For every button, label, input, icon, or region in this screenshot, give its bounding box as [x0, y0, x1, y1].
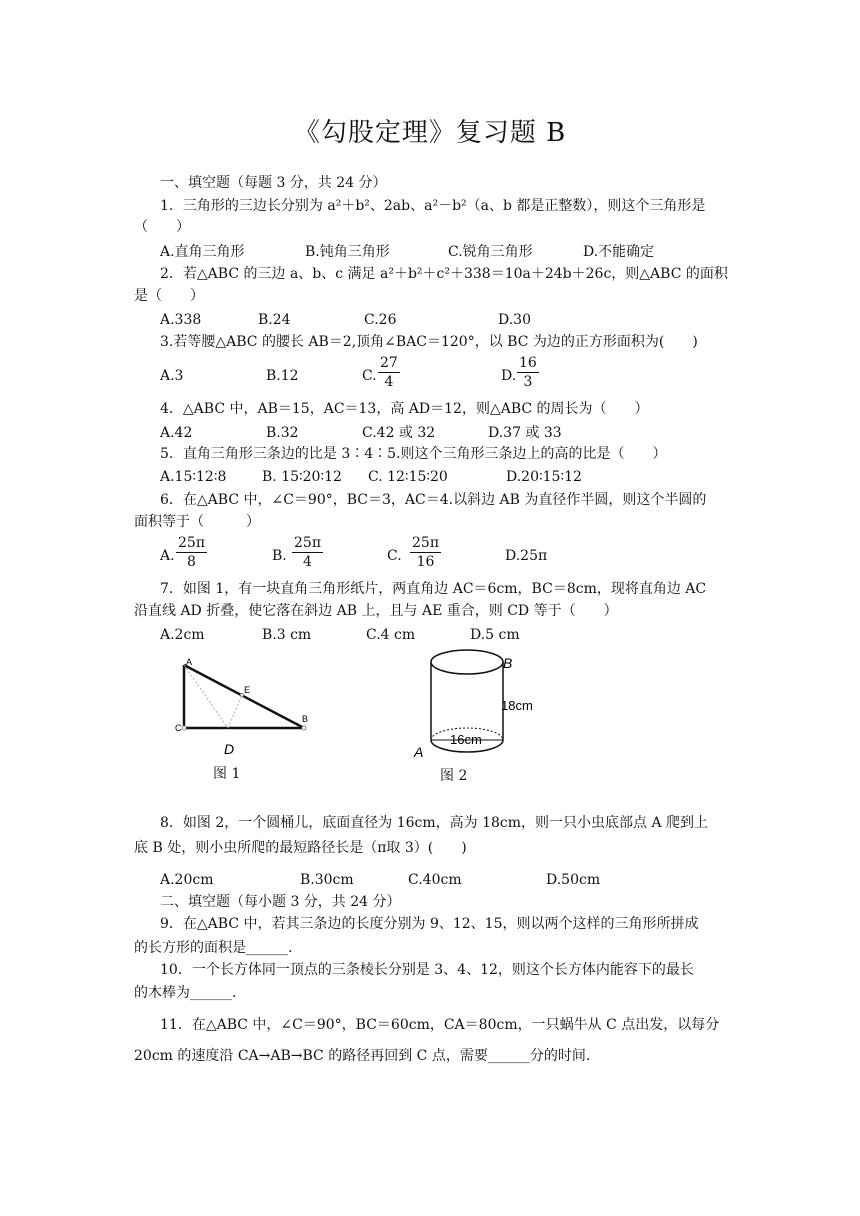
q1-line2: （ ）: [134, 219, 190, 235]
figure1-side-ab: [184, 665, 304, 728]
q10-line2: 的木棒为______.: [134, 985, 237, 1001]
q2-line1: 2．若△ABC 的三边 a、b、c 满足 a²＋b²＋c²＋338＝10a＋24b＋26c，则△ABC 的面积: [160, 266, 728, 282]
q7-line2: 沿直线 AD 折叠，使它落在斜边 AB 上，且与 AE 重合，则 CD 等于（ ）: [134, 603, 618, 619]
q1-option-d: D.不能确定: [583, 244, 655, 260]
figure2-label-diameter: 16cm: [450, 732, 482, 747]
q2-line2: 是（ ）: [134, 288, 204, 304]
q7-option-b: B.3 cm: [262, 627, 312, 643]
q7-line1: 7．如图 1，有一块直角三角形纸片，两直角边 AC＝6cm，BC＝8cm，现将直角边 AC: [160, 581, 707, 597]
q4-option-b: B.32: [266, 425, 299, 441]
q5-option-c: C. 12∶15∶20: [368, 469, 448, 485]
q3-fraction-c-numerator: 27: [380, 355, 398, 371]
figure2-caption: 图 2: [440, 768, 468, 784]
q4-option-c: C.42 或 32: [362, 425, 436, 441]
q3-option-b: B.12: [266, 368, 299, 384]
q6-option-b: B.: [272, 548, 287, 564]
figure2-cylinder: [405, 640, 555, 770]
q6-fraction-a-denominator: 8: [187, 554, 196, 570]
q10-line1: 10．一个长方体同一顶点的三条棱长分别是 3、4、12，则这个长方体内能容下的最长: [160, 962, 694, 978]
q6-fraction-c: [410, 534, 441, 571]
q6-fraction-c-denominator: 16: [416, 554, 435, 570]
q2-option-a: A.338: [160, 312, 202, 328]
q5-option-b: B. 15∶20∶12: [262, 469, 342, 485]
figure1-label-e: E: [244, 685, 251, 695]
q7-option-a: A.2cm: [160, 627, 205, 643]
q7-option-d: D.5 cm: [470, 627, 520, 643]
figure1-caption: 图 1: [213, 766, 241, 782]
q7-option-c: C.4 cm: [366, 627, 416, 643]
q2-option-d: D.30: [498, 312, 531, 328]
q6-option-a: A.: [160, 548, 175, 564]
figure1-triangle: [170, 655, 330, 785]
figure1-fold-line-ad: [184, 665, 228, 728]
figure1-line-de: [228, 695, 242, 728]
q8-option-b: B.30cm: [300, 872, 354, 888]
q3-fraction-d-denominator: 3: [523, 374, 533, 390]
q8-option-c: C.40cm: [408, 872, 462, 888]
q6-fraction-a-numerator: 25π: [178, 535, 206, 551]
figure1-label-b: B: [302, 714, 309, 724]
q6-line2: 面积等于（ ）: [134, 514, 260, 530]
q11-line1: 11．在△ABC 中，∠C＝90°，BC＝60cm，CA＝80cm，一只蜗牛从 C 点出发，以每分: [160, 1017, 720, 1033]
q4-option-d: D.37 或 33: [488, 425, 562, 441]
q3-line1: 3.若等腰△ABC 的腰长 AB＝2,顶角∠BAC＝120°，以 BC 为边的正方形面积为( ): [160, 334, 698, 350]
q6-fraction-b-numerator: 25π: [294, 535, 322, 551]
q11-line2: 20cm 的速度沿 CA→AB→BC 的路径再回到 C 点，需要______分的时间.: [134, 1048, 591, 1064]
q5-option-d: D.20∶15∶12: [506, 469, 582, 485]
q3-fraction-c-denominator: 4: [384, 374, 394, 390]
q5-line1: 5．直角三角形三条边的比是 3∶4∶5.则这个三角形三条边上的高的比是（ ）: [160, 446, 667, 462]
q6-fraction-b-denominator: 4: [303, 554, 312, 570]
q6-fraction-b: [292, 534, 323, 571]
section2-header: 二、填空题（每小题 3 分，共 24 分）: [160, 894, 401, 910]
figure1-label-d: D: [224, 741, 235, 757]
figure2-label-height: 18cm: [501, 698, 533, 713]
q6-line1: 6．在△ABC 中，∠C＝90°，BC＝3，AC＝4.以斜边 AB 为直径作半圆，则这个半圆的: [160, 492, 707, 508]
q3-fraction-d-numerator: 16: [519, 355, 537, 371]
figure1-point-b: [302, 726, 306, 730]
q1-option-b: B.钝角三角形: [305, 244, 390, 260]
q8-line1: 8．如图 2，一个圆桶儿，底面直径为 16cm，高为 18cm，则一只小虫底部点 A 爬到上: [160, 815, 709, 831]
q3-option-d: D.: [501, 368, 517, 384]
q6-option-c: C.: [387, 548, 402, 564]
q8-line2: 底 B 处，则小虫所爬的最短路径长是（π取 3）( ): [134, 840, 467, 856]
figure2-top-ellipse: [431, 650, 503, 674]
q9-line2: 的长方形的面积是______.: [134, 940, 293, 956]
q8-option-a: A.20cm: [160, 872, 214, 888]
q9-line1: 9．在△ABC 中，若其三条边的长度分别为 9、12、15，则以两个这样的三角形所拼成: [160, 916, 699, 932]
q3-fraction-d: [517, 354, 539, 391]
q1-option-a: A.直角三角形: [160, 244, 245, 260]
figure1-label-c: C: [175, 723, 182, 733]
q3-fraction-c: [378, 354, 400, 391]
q4-line1: 4．△ABC 中，AB＝15，AC＝13，高 AD＝12，则△ABC 的周长为（ ）: [160, 401, 649, 417]
q1-line1: 1．三角形的三边长分别为 a²＋b²、2ab、a²－b²（a、b 都是正整数），则这个三角形是: [160, 198, 706, 214]
figure2-label-b: B: [503, 655, 513, 671]
q2-option-c: C.26: [364, 312, 397, 328]
q1-option-c: C.锐角三角形: [448, 244, 533, 260]
figure1-point-c: [182, 726, 186, 730]
figure2-label-a: A: [414, 744, 424, 760]
q2-option-b: B.24: [258, 312, 291, 328]
q6-fraction-c-numerator: 25π: [412, 535, 440, 551]
q3-option-c: C.: [362, 368, 377, 384]
section1-header: 一、填空题（每题 3 分，共 24 分）: [160, 175, 387, 191]
q4-option-a: A.42: [160, 425, 193, 441]
page-title: 《勾股定理》复习题 B: [293, 118, 567, 148]
figure1-label-a: A: [186, 657, 193, 667]
q3-option-a: A.3: [160, 368, 184, 384]
q8-option-d: D.50cm: [546, 872, 601, 888]
q5-option-a: A.15∶12∶8: [160, 469, 227, 485]
q6-option-d: D.25π: [505, 548, 548, 564]
q6-fraction-a: [176, 534, 207, 571]
